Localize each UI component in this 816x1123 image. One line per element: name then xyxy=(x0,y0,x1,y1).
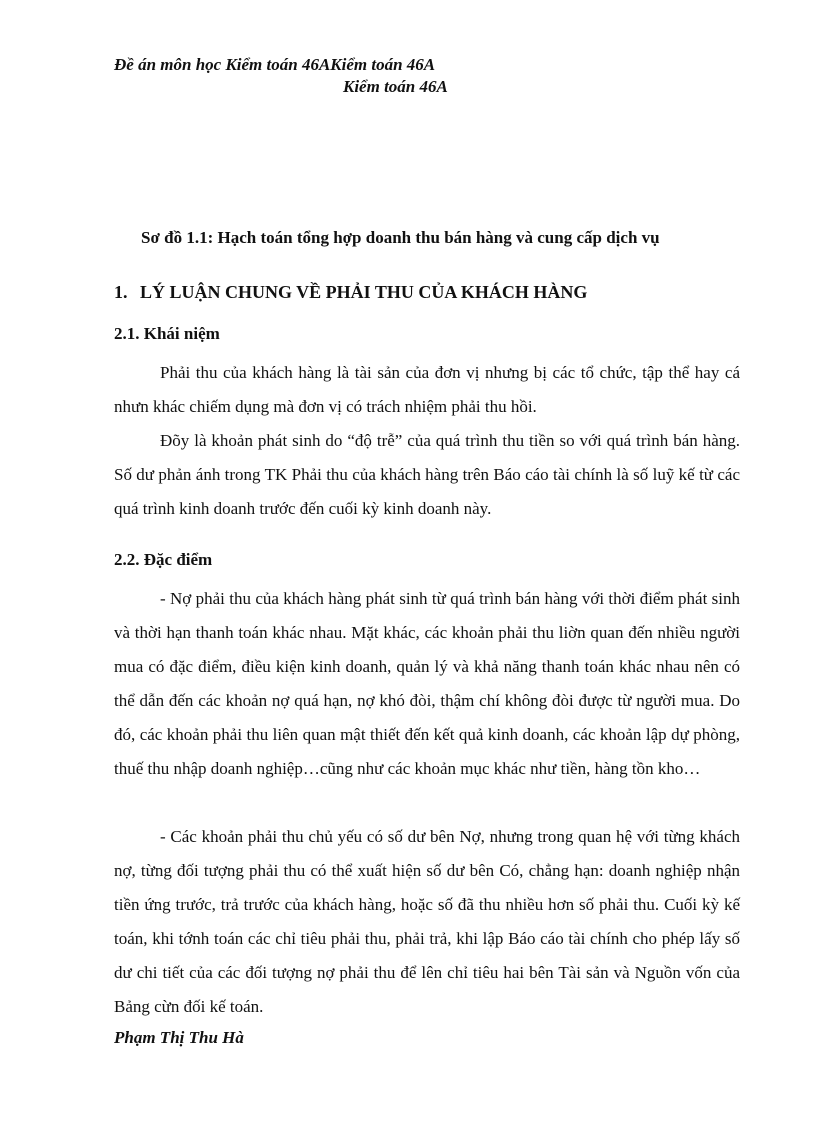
paragraph-characteristics-2: - Các khoản phải thu chủ yếu có số dư bên Nợ, nhưng trong quan hệ với từng khách nợ, từng đối tượng phải thu có thể xuất hiện số dư bên Có, chẳng hạn: doanh nghiệp nhận tiền ứng trước, trả trước của khách hàng, hoặc số đã thu nhiều hơn số phải thu. Cuối kỳ kế toán, khi tớnh toán các chỉ tiêu phải thu, phải trả, khi lập Báo cáo tài chính cho phép lấy số dư chi tiết của các đối tượng nợ phải thu để lên chỉ tiêu hai bên Tài sản và Nguồn vốn của Bảng cừn đối kế toán. xyxy=(114,827,740,1016)
paragraph-definition-1: Phải thu của khách hàng là tài sản của đơn vị nhưng bị các tổ chức, tập thể hay cá nhưn khác chiếm dụng mà đơn vị có trách nhiệm phải thu hồi. xyxy=(114,363,740,416)
header-course-title: Đề án môn học Kiểm toán 46AKiểm toán 46A xyxy=(114,55,436,74)
section-1-number: 1. xyxy=(114,282,128,302)
paragraph-characteristics-1: - Nợ phải thu của khách hàng phát sinh từ quá trình bán hàng với thời điểm phát sinh và thời hạn thanh toán khác nhau. Mặt khác, các khoản phải thu liờn quan đến nhiều người mua có đặc điểm, điều kiện kinh doanh, quản lý và khả năng thanh toán khác nhau nên có thể dẫn đến các khoản nợ quá hạn, nợ khó đòi, thậm chí không đòi được từ người mua. Do đó, các khoản phải thu liên quan mật thiết đến kết quả kinh doanh, các khoản lập dự phòng, thuế thu nhập doanh nghiệp…cũng như các khoản mục khác như tiền, hàng tồn kho… xyxy=(114,589,740,778)
footer-author: Phạm Thị Thu Hà xyxy=(114,1028,244,1047)
section-2-2-heading: 2.2. Đặc điểm xyxy=(114,550,213,569)
section-1-title: LÝ LUẬN CHUNG VỀ PHẢI THU CỦA KHÁCH HÀNG xyxy=(140,282,588,302)
paragraph-definition-2: Đõy là khoản phát sinh do “độ trễ” của quá trình thu tiền so với quá trình bán hàng. Số dư phản ánh trong TK Phải thu của khách hàng trên Báo cáo tài chính là số luỹ kế từ các quá trình kinh doanh trước đến cuối kỳ kinh doanh này. xyxy=(114,431,740,518)
section-2-1-heading: 2.1. Khái niệm xyxy=(114,324,220,343)
header-class-name: Kiểm toán 46A xyxy=(343,77,448,96)
diagram-caption: Sơ đồ 1.1: Hạch toán tổng hợp doanh thu bán hàng và cung cấp dịch vụ xyxy=(141,228,660,247)
section-1-heading xyxy=(114,282,587,303)
